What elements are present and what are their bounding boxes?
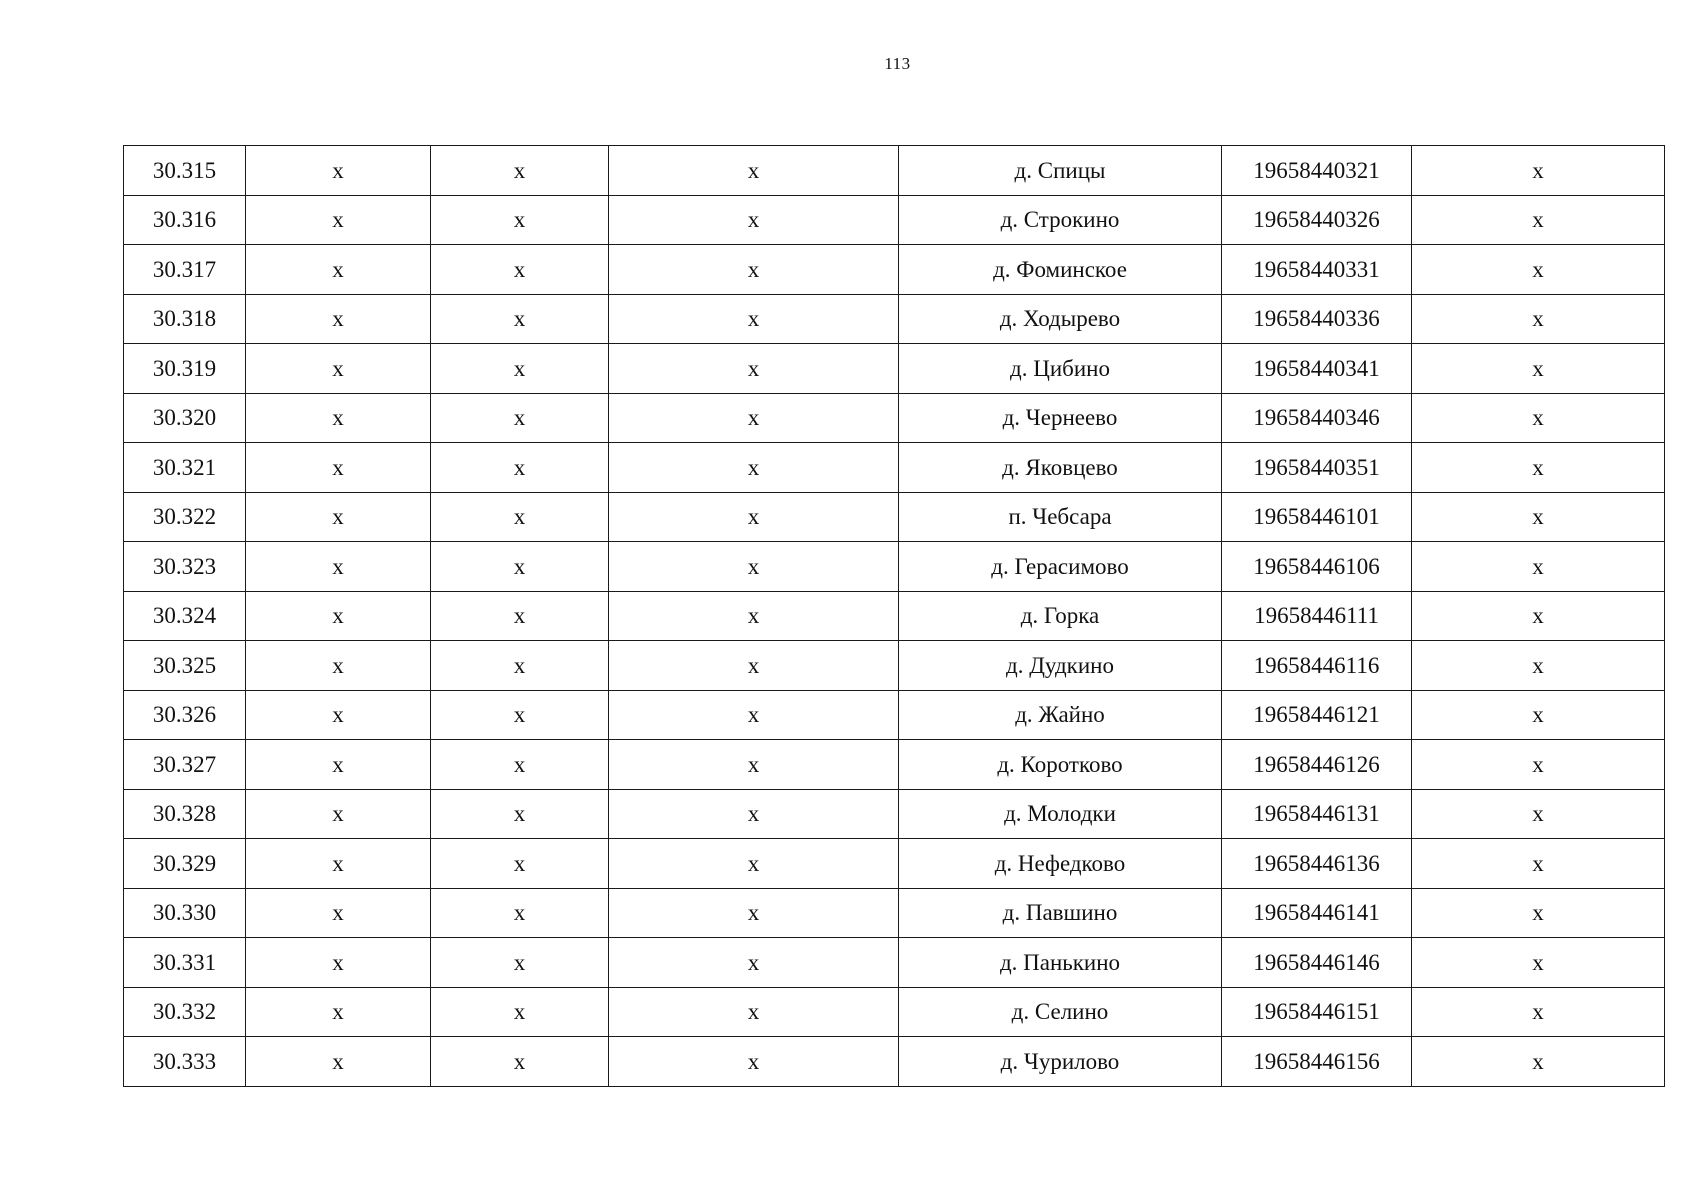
column-7-cell: х xyxy=(1412,690,1665,740)
column-3-cell: х xyxy=(431,294,609,344)
settlement-name-cell: д. Нефедково xyxy=(899,839,1222,889)
settlement-name-cell: д. Спицы xyxy=(899,146,1222,196)
table-row xyxy=(124,542,1665,592)
column-3-cell: х xyxy=(431,740,609,790)
column-2-cell: х xyxy=(246,888,431,938)
column-2-cell: х xyxy=(246,492,431,542)
column-3-cell: х xyxy=(431,542,609,592)
table-row xyxy=(124,1037,1665,1087)
column-7-cell: х xyxy=(1412,641,1665,691)
column-2-cell: х xyxy=(246,591,431,641)
column-4-cell: х xyxy=(609,740,899,790)
oktmo-code-cell: 19658446131 xyxy=(1222,789,1412,839)
oktmo-code-cell: 19658446121 xyxy=(1222,690,1412,740)
column-4-cell: х xyxy=(609,443,899,493)
table-row xyxy=(124,789,1665,839)
column-7-cell: х xyxy=(1412,443,1665,493)
row-number-cell: 30.325 xyxy=(124,641,246,691)
table-row xyxy=(124,740,1665,790)
row-number-cell: 30.319 xyxy=(124,344,246,394)
oktmo-code-cell: 19658440336 xyxy=(1222,294,1412,344)
row-number-cell: 30.327 xyxy=(124,740,246,790)
column-4-cell: х xyxy=(609,245,899,295)
row-number-cell: 30.318 xyxy=(124,294,246,344)
table-row xyxy=(124,294,1665,344)
column-4-cell: х xyxy=(609,789,899,839)
column-4-cell: х xyxy=(609,195,899,245)
column-7-cell: х xyxy=(1412,839,1665,889)
column-7-cell: х xyxy=(1412,294,1665,344)
settlement-name-cell: д. Строкино xyxy=(899,195,1222,245)
column-2-cell: х xyxy=(246,690,431,740)
table-row xyxy=(124,146,1665,196)
settlement-name-cell: п. Чебсара xyxy=(899,492,1222,542)
column-7-cell: х xyxy=(1412,195,1665,245)
column-3-cell: х xyxy=(431,146,609,196)
row-number-cell: 30.323 xyxy=(124,542,246,592)
column-3-cell: х xyxy=(431,492,609,542)
table-row xyxy=(124,245,1665,295)
oktmo-code-cell: 19658446126 xyxy=(1222,740,1412,790)
column-7-cell: х xyxy=(1412,591,1665,641)
table-row xyxy=(124,690,1665,740)
settlements-table xyxy=(123,145,1665,1087)
row-number-cell: 30.330 xyxy=(124,888,246,938)
column-4-cell: х xyxy=(609,393,899,443)
column-4-cell: х xyxy=(609,839,899,889)
row-number-cell: 30.316 xyxy=(124,195,246,245)
page-number: 113 xyxy=(884,54,911,73)
settlement-name-cell: д. Селино xyxy=(899,987,1222,1037)
column-3-cell: х xyxy=(431,888,609,938)
column-7-cell: х xyxy=(1412,245,1665,295)
column-4-cell: х xyxy=(609,344,899,394)
column-7-cell: х xyxy=(1412,393,1665,443)
table-row xyxy=(124,938,1665,988)
column-4-cell: х xyxy=(609,542,899,592)
settlement-name-cell: д. Чурилово xyxy=(899,1037,1222,1087)
column-3-cell: х xyxy=(431,987,609,1037)
settlement-name-cell: д. Жайно xyxy=(899,690,1222,740)
column-4-cell: х xyxy=(609,641,899,691)
column-2-cell: х xyxy=(246,245,431,295)
column-3-cell: х xyxy=(431,443,609,493)
table-row xyxy=(124,492,1665,542)
oktmo-code-cell: 19658440331 xyxy=(1222,245,1412,295)
row-number-cell: 30.315 xyxy=(124,146,246,196)
column-2-cell: х xyxy=(246,839,431,889)
column-7-cell: х xyxy=(1412,1037,1665,1087)
settlement-name-cell: д. Павшино xyxy=(899,888,1222,938)
column-2-cell: х xyxy=(246,542,431,592)
column-2-cell: х xyxy=(246,393,431,443)
column-3-cell: х xyxy=(431,591,609,641)
oktmo-code-cell: 19658446106 xyxy=(1222,542,1412,592)
table-row xyxy=(124,344,1665,394)
settlement-name-cell: д. Панькино xyxy=(899,938,1222,988)
row-number-cell: 30.320 xyxy=(124,393,246,443)
table-body xyxy=(124,146,1665,1087)
settlement-name-cell: д. Горка xyxy=(899,591,1222,641)
column-3-cell: х xyxy=(431,195,609,245)
column-3-cell: х xyxy=(431,789,609,839)
column-2-cell: х xyxy=(246,1037,431,1087)
settlement-name-cell: д. Дудкино xyxy=(899,641,1222,691)
oktmo-code-cell: 19658446101 xyxy=(1222,492,1412,542)
row-number-cell: 30.332 xyxy=(124,987,246,1037)
table-row xyxy=(124,987,1665,1037)
row-number-cell: 30.326 xyxy=(124,690,246,740)
column-2-cell: х xyxy=(246,195,431,245)
column-4-cell: х xyxy=(609,938,899,988)
settlement-name-cell: д. Фоминское xyxy=(899,245,1222,295)
column-7-cell: х xyxy=(1412,888,1665,938)
column-4-cell: х xyxy=(609,1037,899,1087)
row-number-cell: 30.329 xyxy=(124,839,246,889)
column-7-cell: х xyxy=(1412,146,1665,196)
settlement-name-cell: д. Цибино xyxy=(899,344,1222,394)
oktmo-code-cell: 19658446156 xyxy=(1222,1037,1412,1087)
settlement-name-cell: д. Молодки xyxy=(899,789,1222,839)
column-7-cell: х xyxy=(1412,740,1665,790)
column-3-cell: х xyxy=(431,344,609,394)
settlement-name-cell: д. Чернеево xyxy=(899,393,1222,443)
column-2-cell: х xyxy=(246,740,431,790)
column-2-cell: х xyxy=(246,443,431,493)
row-number-cell: 30.328 xyxy=(124,789,246,839)
oktmo-code-cell: 19658440326 xyxy=(1222,195,1412,245)
table-row xyxy=(124,641,1665,691)
column-2-cell: х xyxy=(246,987,431,1037)
oktmo-code-cell: 19658440341 xyxy=(1222,344,1412,394)
column-3-cell: х xyxy=(431,393,609,443)
column-2-cell: х xyxy=(246,938,431,988)
column-3-cell: х xyxy=(431,641,609,691)
column-7-cell: х xyxy=(1412,542,1665,592)
column-2-cell: х xyxy=(246,641,431,691)
oktmo-code-cell: 19658446116 xyxy=(1222,641,1412,691)
column-7-cell: х xyxy=(1412,344,1665,394)
column-4-cell: х xyxy=(609,492,899,542)
table-row xyxy=(124,443,1665,493)
row-number-cell: 30.331 xyxy=(124,938,246,988)
settlement-name-cell: д. Ходырево xyxy=(899,294,1222,344)
row-number-cell: 30.324 xyxy=(124,591,246,641)
column-7-cell: х xyxy=(1412,938,1665,988)
column-7-cell: х xyxy=(1412,492,1665,542)
settlement-name-cell: д. Герасимово xyxy=(899,542,1222,592)
table-row xyxy=(124,393,1665,443)
column-2-cell: х xyxy=(246,344,431,394)
row-number-cell: 30.322 xyxy=(124,492,246,542)
column-4-cell: х xyxy=(609,888,899,938)
oktmo-code-cell: 19658446151 xyxy=(1222,987,1412,1037)
table-row xyxy=(124,195,1665,245)
column-2-cell: х xyxy=(246,294,431,344)
oktmo-code-cell: 19658446146 xyxy=(1222,938,1412,988)
column-3-cell: х xyxy=(431,690,609,740)
column-3-cell: х xyxy=(431,839,609,889)
settlement-name-cell: д. Яковцево xyxy=(899,443,1222,493)
oktmo-code-cell: 19658446136 xyxy=(1222,839,1412,889)
column-2-cell: х xyxy=(246,146,431,196)
column-4-cell: х xyxy=(609,690,899,740)
row-number-cell: 30.333 xyxy=(124,1037,246,1087)
column-4-cell: х xyxy=(609,591,899,641)
column-7-cell: х xyxy=(1412,789,1665,839)
column-3-cell: х xyxy=(431,1037,609,1087)
settlement-name-cell: д. Коротково xyxy=(899,740,1222,790)
oktmo-code-cell: 19658440321 xyxy=(1222,146,1412,196)
table-row xyxy=(124,888,1665,938)
oktmo-code-cell: 19658440351 xyxy=(1222,443,1412,493)
column-3-cell: х xyxy=(431,245,609,295)
column-4-cell: х xyxy=(609,294,899,344)
row-number-cell: 30.317 xyxy=(124,245,246,295)
column-7-cell: х xyxy=(1412,987,1665,1037)
row-number-cell: 30.321 xyxy=(124,443,246,493)
column-4-cell: х xyxy=(609,146,899,196)
column-2-cell: х xyxy=(246,789,431,839)
column-3-cell: х xyxy=(431,938,609,988)
oktmo-code-cell: 19658446111 xyxy=(1222,591,1412,641)
table-row xyxy=(124,839,1665,889)
oktmo-code-cell: 19658446141 xyxy=(1222,888,1412,938)
column-4-cell: х xyxy=(609,987,899,1037)
oktmo-code-cell: 19658440346 xyxy=(1222,393,1412,443)
table-row xyxy=(124,591,1665,641)
